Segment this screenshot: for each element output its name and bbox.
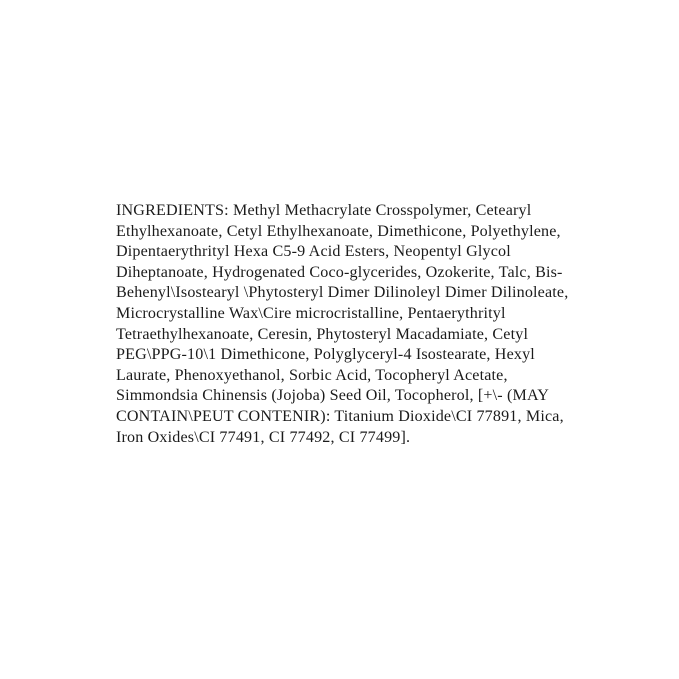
ingredients-paragraph: INGREDIENTS: Methyl Methacrylate Crosspolymer, Cetearyl Ethylhexanoate, Cetyl Ethylhexanoate, Dimethicone, Polyethylene, Dipentaerythrityl Hexa C5-9 Acid Esters, Neopentyl Glycol Diheptanoate, Hydrogenated Coco-glycerides, Ozokerite, Talc, Bis-Behenyl\Isostearyl \Phytosteryl Dimer Dilinoleyl Dimer Dilinoleate, Microcrystalline Wax\Cire microcristalline, Pentaerythrityl Tetraethylhexanoate, Ceresin, Phytosteryl Macadamiate, Cetyl PEG\PPG-10\1 Dimethicone, Polyglyceryl-4 Isostearate, Hexyl Laurate, Phenoxyethanol, Sorbic Acid, Tocopheryl Acetate, Simmondsia Chinensis (Jojoba) Seed Oil, Tocopherol, [+\- (MAY CONTAIN\PEUT CONTENIR): Titanium Dioxide\CI 77891, Mica, Iron Oxides\CI 77491, CI 77492, CI 77499]. bbox=[116, 202, 573, 446]
ingredients-block bbox=[116, 185, 576, 464]
